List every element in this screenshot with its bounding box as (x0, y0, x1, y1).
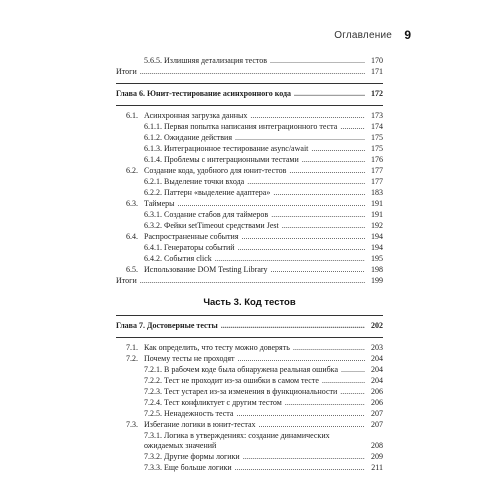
toc-entry-number: 6.4. (126, 232, 138, 241)
toc-entry-title (144, 398, 365, 408)
toc-entry-page: 175 (371, 133, 383, 142)
toc-entry-title (144, 199, 365, 209)
toc-entry-page: 172 (371, 89, 383, 98)
toc-entry-title (144, 354, 365, 364)
part-title: Часть 3. Код тестов (203, 297, 296, 308)
toc-entry-title (144, 210, 365, 220)
toc-entry-title (144, 144, 365, 154)
toc-entry-page: 170 (371, 56, 383, 65)
toc-entry-page: 207 (371, 420, 383, 429)
toc-entry-page: 209 (371, 452, 383, 461)
toc-entry[interactable] (116, 144, 383, 155)
toc-entry-title (144, 409, 365, 419)
toc-entry-title-text: Как определить, что тесту можно доверять (144, 343, 290, 352)
toc-entry-page: 208 (371, 441, 383, 450)
toc-entry[interactable] (116, 463, 383, 474)
toc-entry[interactable] (116, 265, 383, 276)
toc-entry-title (144, 221, 365, 231)
toc-chapter-entry[interactable] (116, 89, 383, 100)
toc-entry-page: 204 (371, 376, 383, 385)
toc-entry-page: 192 (371, 221, 383, 230)
toc-entry-number: 6.1. (126, 111, 138, 120)
toc-entry-page: 194 (371, 232, 383, 241)
toc-entry[interactable] (116, 210, 383, 221)
toc-entry-page: 204 (371, 365, 383, 374)
toc-entry[interactable] (116, 431, 383, 452)
toc-entry-page: 183 (371, 188, 383, 197)
toc-entry-number: 6.5. (126, 265, 138, 274)
toc-entry[interactable] (116, 398, 383, 409)
toc-entry-title-text: Использование DOM Testing Library (144, 265, 268, 274)
toc-entry[interactable] (116, 420, 383, 431)
toc-entry-title-text: Избегание логики в юнит-тестах (144, 420, 256, 429)
toc-entry-title (144, 177, 365, 187)
toc-entry-number: 6.3. (126, 199, 138, 208)
toc-entry-title-text: 7.2.3. Тест устарел из-за изменения в функциональности (144, 387, 338, 396)
toc-section-bottom (116, 310, 383, 474)
toc-entry-page: 176 (371, 155, 383, 164)
toc-entry-page: 174 (371, 122, 383, 131)
toc-entry-title (144, 56, 365, 66)
toc-entry-title-text: 7.2.1. В рабочем коде была обнаружена реальная ошибка (144, 365, 338, 374)
toc-entry-title-text: 6.3.2. Фейки setTimeout средствами Jest (144, 221, 279, 230)
toc-entry[interactable] (116, 365, 383, 376)
toc-entry-title-text: 7.3.3. Еще больше логики (144, 463, 232, 472)
toc-entry-title-text: 6.2.1. Выделение точки входа (144, 177, 245, 186)
toc-entry-title (144, 387, 365, 397)
toc-chapter-entry[interactable] (116, 321, 383, 332)
toc-entry-title-text: 6.1.1. Первая попытка написания интеграционного теста (144, 122, 338, 131)
toc-entry-page: 175 (371, 144, 383, 153)
toc-entry-title (144, 133, 365, 143)
toc-entry-title-text: 7.2.4. Тест конфликтует с другим тестом (144, 398, 282, 407)
toc-entry[interactable] (116, 254, 383, 265)
toc-entry-title (144, 188, 365, 198)
toc-entry[interactable] (116, 387, 383, 398)
toc-entry-title (144, 452, 365, 462)
toc-entry-title-text: 7.3.1. Логика в утверждениях: создание динамических ожидаемых значений (144, 431, 330, 450)
toc-entry-title-text: Глава 6. Юнит-тестирование асинхронного кода (116, 89, 292, 98)
toc-entry-page: 194 (371, 243, 383, 252)
toc-entry-title (144, 365, 365, 375)
toc-entry[interactable] (116, 409, 383, 420)
toc-entry-title (144, 265, 365, 275)
toc-entry-title-text: Почему тесты не проходят (144, 354, 235, 363)
toc-entry-title (144, 463, 365, 473)
toc-entry-title (116, 67, 365, 77)
toc-entry[interactable] (116, 199, 383, 210)
toc-entry-title (116, 276, 365, 286)
toc-entry-number: 6.2. (126, 166, 138, 175)
toc-entry-title-text: 6.1.3. Интеграционное тестирование async/await (144, 144, 309, 153)
divider-rule (116, 315, 383, 316)
toc-entry-page: 191 (371, 210, 383, 219)
toc-entry[interactable] (116, 452, 383, 463)
toc-entry[interactable] (116, 376, 383, 387)
toc-entry-title-text: 7.2.5. Ненадежность теста (144, 409, 234, 418)
toc-entry-title (144, 111, 365, 121)
toc-entry-page: 198 (371, 265, 383, 274)
toc-entry[interactable] (116, 354, 383, 365)
toc-entry-title (144, 232, 365, 242)
toc-entry-title (144, 155, 365, 165)
toc-entry-title-text: Итоги (116, 276, 137, 285)
toc-entry-page: 173 (371, 111, 383, 120)
divider-rule (116, 105, 383, 106)
toc-entry-page: 206 (371, 387, 383, 396)
toc-entry-page: 195 (371, 254, 383, 263)
toc-entry[interactable] (116, 56, 383, 67)
toc-entry-page: 191 (371, 199, 383, 208)
toc-entry-page: 203 (371, 343, 383, 352)
toc-entry-title-text: 7.3.2. Другие формы логики (144, 452, 240, 461)
toc-entry-title (116, 321, 365, 331)
toc-entry-title-text: 6.1.4. Проблемы с интеграционными тестами (144, 155, 299, 164)
toc-entry-title-text: 6.4.2. События click (144, 254, 212, 263)
toc-entry-title (144, 122, 365, 132)
toc-entry-title-text: 6.1.2. Ожидание действия (144, 133, 233, 142)
toc-entry-title (144, 166, 365, 176)
toc-entry-page: 207 (371, 409, 383, 418)
toc-entry-title (144, 431, 365, 451)
running-head: Оглавление (334, 30, 392, 41)
toc-entry[interactable] (116, 155, 383, 166)
toc-entry-page: 177 (371, 177, 383, 186)
toc-entry-title-text: 6.3.1. Создание стабов для таймеров (144, 210, 269, 219)
toc-entry-page: 206 (371, 398, 383, 407)
toc-entry[interactable] (116, 67, 383, 78)
toc-entry[interactable] (116, 343, 383, 354)
toc-entry-title (144, 420, 365, 430)
toc-entry[interactable] (116, 133, 383, 144)
toc-entry-number: 7.3. (126, 420, 138, 429)
toc-entry-title-text: Создание кода, удобного для юнит-тестов (144, 166, 287, 175)
toc-entry-title-text: 6.2.2. Паттерн «выделение адаптера» (144, 188, 271, 197)
toc-entry-title (144, 376, 365, 386)
toc-entry-title-text: 5.6.5. Излишняя детализация тестов (144, 56, 268, 65)
page-number: 9 (404, 28, 411, 42)
toc-entry[interactable] (116, 188, 383, 199)
toc-entry[interactable] (116, 232, 383, 243)
toc-entry-title-text: Асинхронная загрузка данных (144, 111, 248, 120)
toc-entry-title (144, 254, 365, 264)
toc-entry-title-text: Глава 7. Достоверные тесты (116, 321, 218, 330)
toc-entry-page: 204 (371, 354, 383, 363)
toc-entry[interactable] (116, 122, 383, 133)
toc-entry[interactable] (116, 243, 383, 254)
toc-entry[interactable] (116, 221, 383, 232)
toc-entry-page: 202 (371, 321, 383, 330)
divider-rule (116, 337, 383, 338)
toc-entry[interactable] (116, 276, 383, 287)
toc-section-top (116, 56, 383, 287)
toc-entry-page: 177 (371, 166, 383, 175)
toc-entry-title (144, 343, 365, 353)
toc-entry[interactable] (116, 177, 383, 188)
toc-entry-title (116, 89, 365, 99)
toc-entry[interactable] (116, 166, 383, 177)
toc-entry-page: 211 (371, 463, 383, 472)
toc-entry-title-text: Распространенные события (144, 232, 239, 241)
toc-entry-page: 199 (371, 276, 383, 285)
toc-entry-title-text: Таймеры (144, 199, 175, 208)
toc-entry-title-text: 7.2.2. Тест не проходит из-за ошибки в самом тесте (144, 376, 319, 385)
toc-entry-page: 171 (371, 67, 383, 76)
divider-rule (116, 83, 383, 84)
toc-entry[interactable] (116, 111, 383, 122)
toc-entry-title-text: 6.4.1. Генераторы событий (144, 243, 235, 252)
toc-entry-title (144, 243, 365, 253)
toc-entry-number: 7.2. (126, 354, 138, 363)
toc-entry-number: 7.1. (126, 343, 138, 352)
toc-entry-title-text: Итоги (116, 67, 137, 76)
